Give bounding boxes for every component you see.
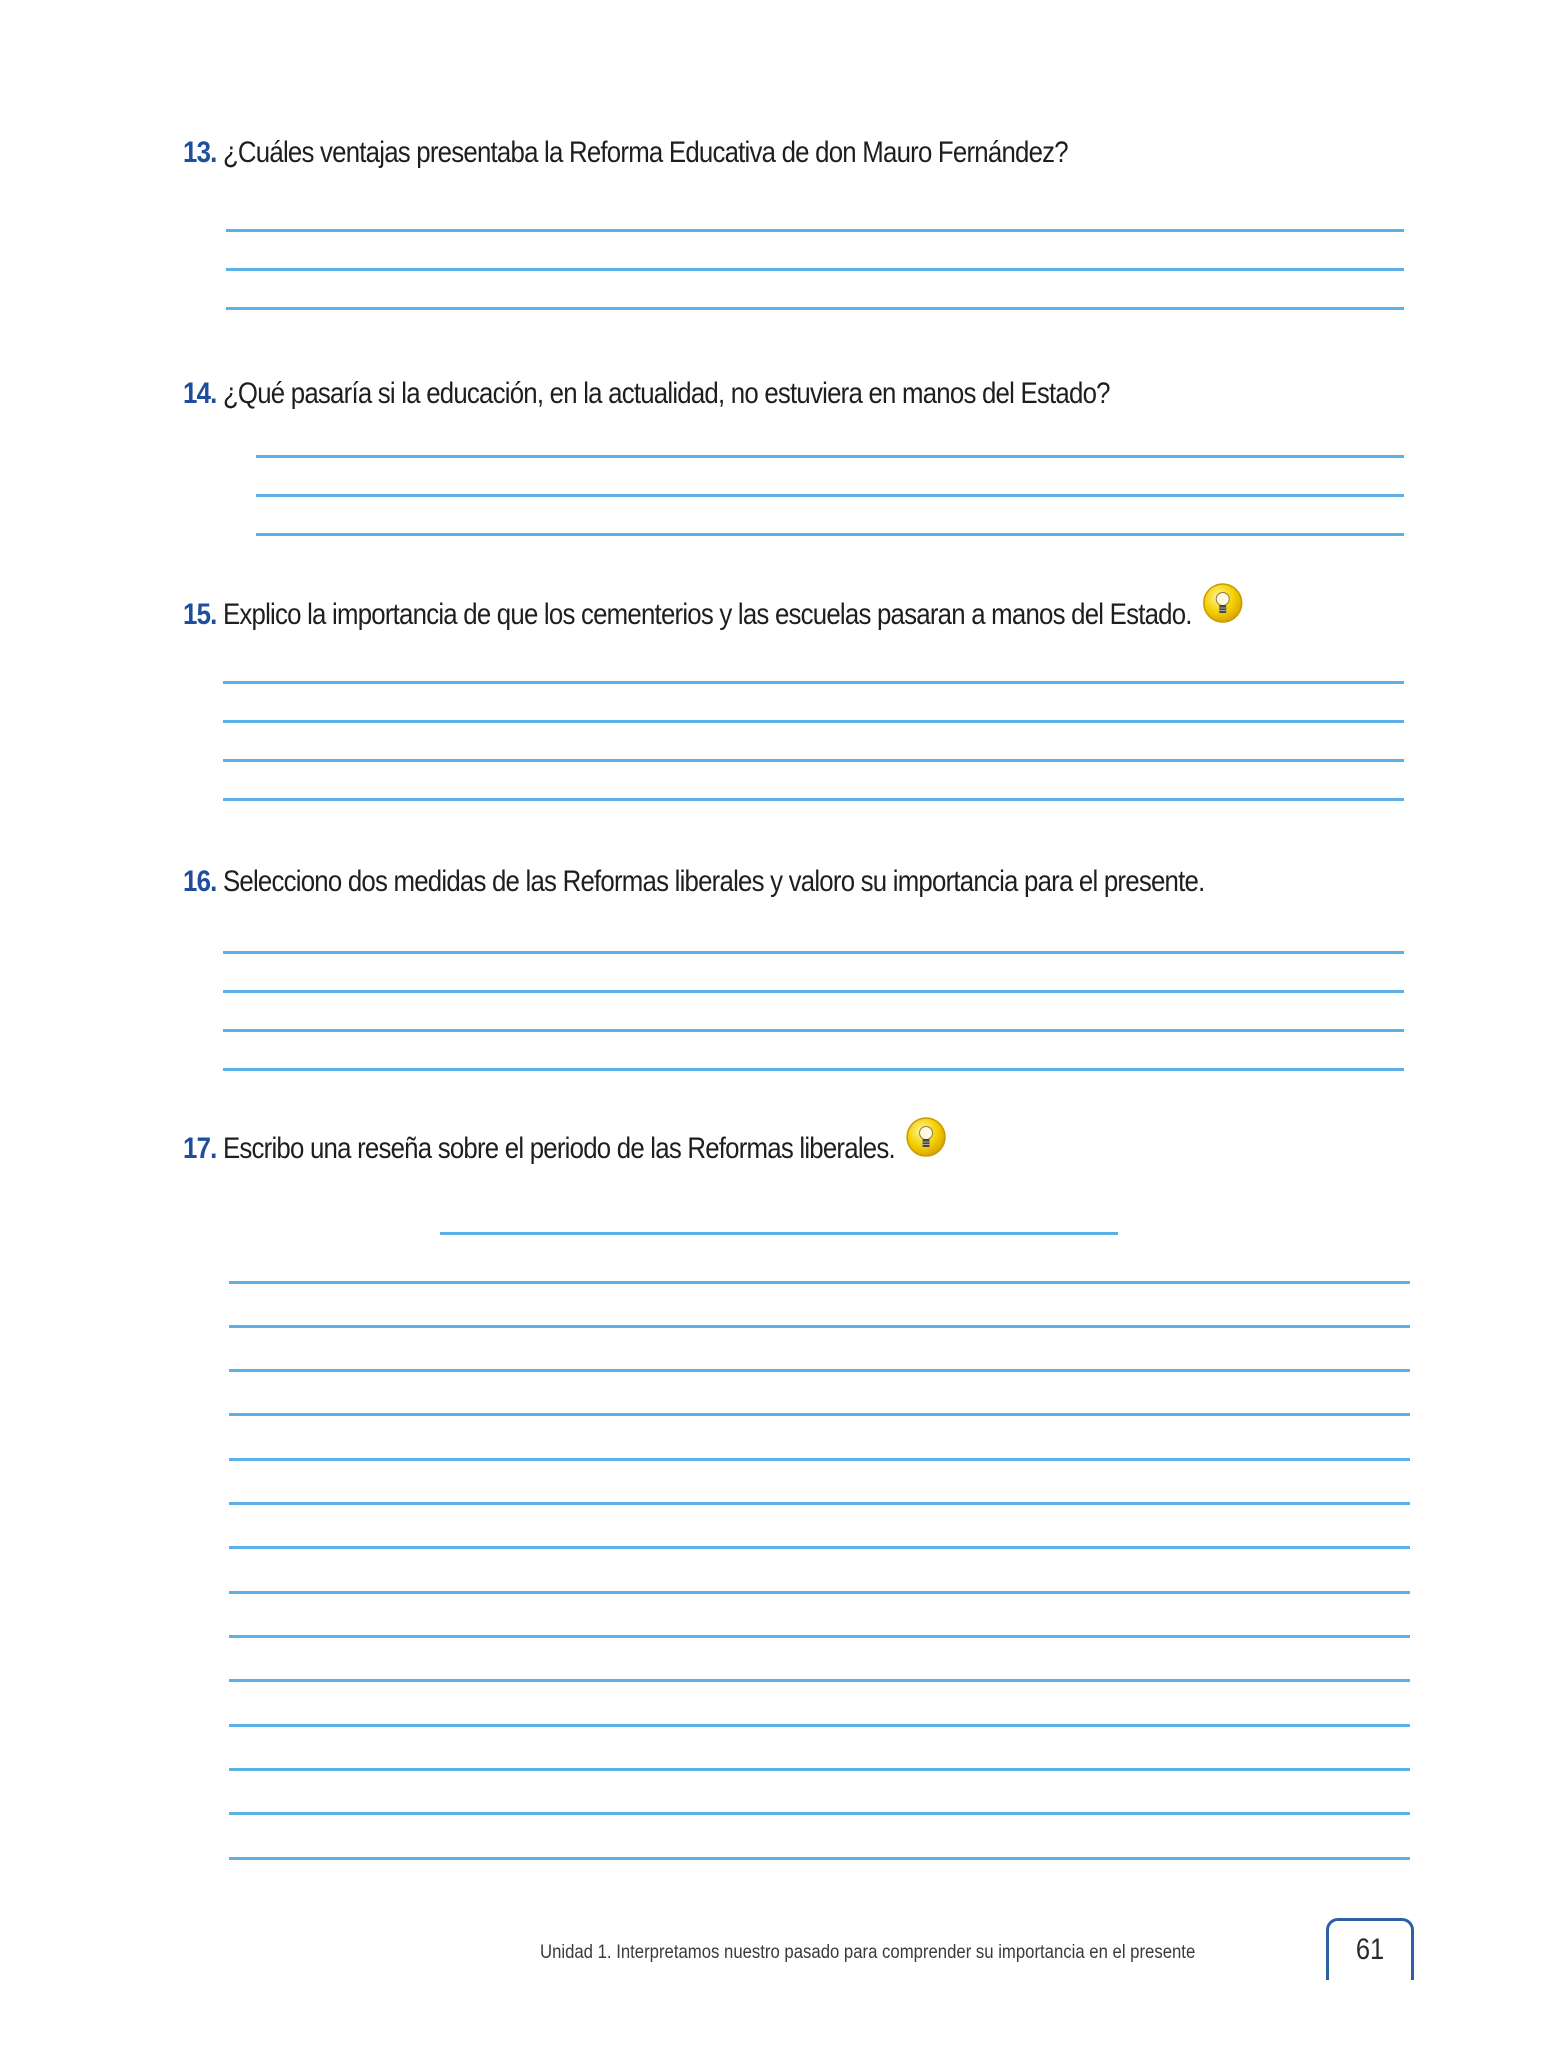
answer-line[interactable] <box>229 1635 1410 1638</box>
answer-line[interactable] <box>223 951 1404 954</box>
answer-line[interactable] <box>256 494 1404 497</box>
question-text: Escribo una reseña sobre el periodo de las Reformas liberales. <box>222 1132 895 1165</box>
page-number: 61 <box>1355 1933 1385 1966</box>
answer-line[interactable] <box>229 1591 1410 1594</box>
answer-line[interactable] <box>229 1413 1410 1416</box>
question-15 <box>183 582 1241 635</box>
answer-line[interactable] <box>229 1458 1410 1461</box>
footer-unit-text: Unidad 1. Interpretamos nuestro pasado para comprender su importancia en el presente <box>540 1942 1196 1963</box>
answer-line[interactable] <box>223 1068 1404 1071</box>
lightbulb-icon <box>1202 582 1244 628</box>
question-text: ¿Cuáles ventajas presentaba la Reforma Educativa de don Mauro Fernández? <box>222 136 1068 169</box>
answer-line[interactable] <box>223 1029 1404 1032</box>
answer-line[interactable] <box>229 1812 1410 1815</box>
answer-line[interactable] <box>226 229 1404 232</box>
answer-line[interactable] <box>226 268 1404 271</box>
answer-line[interactable] <box>226 307 1404 310</box>
answer-line[interactable] <box>229 1679 1410 1682</box>
question-number: 13. <box>183 136 217 169</box>
question-text: ¿Qué pasaría si la educación, en la actualidad, no estuviera en manos del Estado? <box>222 377 1110 410</box>
answer-line[interactable] <box>229 1369 1410 1372</box>
answer-line[interactable] <box>223 681 1404 684</box>
answer-line[interactable] <box>223 798 1404 801</box>
answer-line[interactable] <box>229 1325 1410 1328</box>
question-14 <box>183 374 1110 414</box>
question-number: 17. <box>183 1132 217 1165</box>
question-text: Explico la importancia de que los cementerios y las escuelas pasaran a manos del Estado. <box>222 598 1192 631</box>
answer-line[interactable] <box>229 1724 1410 1727</box>
answer-line[interactable] <box>223 759 1404 762</box>
question-text: Selecciono dos medidas de las Reformas liberales y valoro su importancia para el presente. <box>222 865 1205 898</box>
question-number: 14. <box>183 377 217 410</box>
answer-line[interactable] <box>229 1502 1410 1505</box>
question-number: 15. <box>183 598 217 631</box>
answer-line[interactable] <box>229 1546 1410 1549</box>
answer-line[interactable] <box>223 720 1404 723</box>
question-17 <box>183 1116 944 1169</box>
question-16 <box>183 862 1204 902</box>
answer-line[interactable] <box>229 1281 1410 1284</box>
answer-line[interactable] <box>256 533 1404 536</box>
answer-line[interactable] <box>229 1768 1410 1771</box>
answer-line[interactable] <box>223 990 1404 993</box>
answer-line[interactable] <box>256 455 1404 458</box>
question-number: 16. <box>183 865 217 898</box>
title-line[interactable] <box>440 1232 1118 1235</box>
question-13 <box>183 133 1068 173</box>
answer-line[interactable] <box>229 1857 1410 1860</box>
page-number-box <box>1326 1918 1414 1980</box>
lightbulb-icon <box>905 1116 947 1162</box>
